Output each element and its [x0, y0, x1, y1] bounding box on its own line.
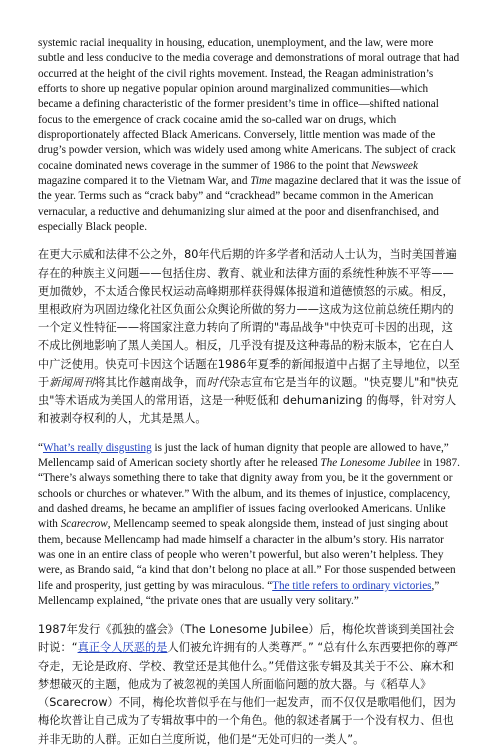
p1-mid: magazine compared it to the Vietnam War, and — [38, 175, 251, 188]
p1-text: systemic racial inequality in housing, education, unemployment, and the law, were more subtle and less conducive to the media coverage and demonstrations of moral outrage that had occurred at the height of the civil rights movement. Instead, the Reagan administration’s efforts to shore up negative popular opinion around marginalized communities—which became a defining characteristic of the former president’s time in office—shifted national focus to the emergence of crack cocaine amid the so-called war on drugs, which disproportionately affected Black Americans. Conversely, little mention was made of the drug’s powder version, which was widely used among white Americans. The subject of crack cocaine dominated news coverage in the summer of 1986 to the point that — [38, 37, 460, 172]
newsweek-title-zh: 新闻周刊 — [49, 375, 95, 389]
disgusting-link-zh[interactable]: 真正令人厌恶的是 — [77, 641, 168, 655]
ordinary-victories-link[interactable]: The title refers to ordinary victories — [272, 579, 432, 592]
p3-text2: in 1987. “There’s always something there to take that dignity away from you, be it the government or schools or churches or whatever.” With the album, and its themes of injustice, complacency, and dashed dreams, he became an amplifier of issues facing overlooked Americans. Unlike with — [38, 456, 460, 531]
p3-text4: ,” Mellencamp explained, “the private ones that are usually very solitary.” — [38, 579, 440, 607]
paragraph-chinese-2 — [38, 621, 462, 748]
p2-mid: 将其比作越南战争，而 — [94, 375, 207, 389]
p2-text: 在更大示威和法律不公之外，80年代后期的许多学者和活动人士认为，当时美国普遍存在的种族主义问题——包括住房、教育、就业和法律方面的系统性种族不平等——更加微妙，不太适合像民权运动高峰期那样获得媒体报道和道德愤怒的示威。相反，里根政府为巩固边缘化社区负面公众舆论所做的努力——这成为这位前总统任期内的一个定义性特征——将国家注意力转向了所谓的"毒品战争"中快克可卡因的出现，这不成比例地影响了黑人美国人。相反，几乎没有提及这种毒品的粉末版本，它在白人中广泛使用。快克可卡因这个话题在1986年夏季的新闻报道中占据了主导地位，以至于 — [38, 248, 460, 389]
p3-text1: is just the lack of human dignity that people are allowed to have,” Mellencamp said of American society shortly after he released — [38, 441, 449, 469]
newsweek-title: Newsweek — [371, 159, 418, 172]
p4-text2: 人们被允许拥有的人类尊严。” “总有什么东西要把你的尊严夺走，无论是政府、学校、教堂还是其他什么。”凭借这张专辑及其关于不公、麻木和梦想破灭的主题，他成为了被忽视的美国人所面临问题的放大器。与《稻草人》（Scarecrow）不同，梅伦坎普似乎在与他们一起发声，而不仅仅是歌唱他们，因为梅伦坎普让自己成为了专辑故事中的一个角色。他的叙述者属于一个没有权力、但也并非无助的人群。正如白兰度所说，他们是“无处可归的一类人”。 — [38, 641, 459, 746]
p3-text3: , Mellencamp seemed to speak alongside them, instead of just singing about them, because Mellencamp had made himself a character in the album’s story. His narrator was one in an entire class of people who weren’t powerful, but also weren’t helpless. They were, as Brando said, “a kind that don’t belong no place at all.” For those suspended between life and prosperity, just getting by was miraculous. “ — [38, 518, 456, 592]
p3-open-quote: “ — [38, 441, 43, 454]
time-title-zh: 时代 — [206, 375, 230, 389]
p2-end: 杂志宣布它是当年的议题。"快克婴儿"和"快克虫"等术语成为美国人的常用语，这是一种贬低和 dehumanizing 的侮辱，针对穷人和被剥夺权利的人，尤其是黑人。 — [38, 375, 459, 426]
time-title: Time — [250, 175, 272, 188]
lonesome-jubilee-title: The Lonesome Jubilee — [320, 456, 421, 469]
p4-text1: 1987年发行《孤独的盛会》（The Lonesome Jubilee）后，梅伦坎普谈到美国社会时说：“ — [38, 623, 455, 655]
whats-really-disgusting-link[interactable]: What’s really disgusting — [42, 441, 152, 454]
paragraph-english-2 — [38, 441, 462, 610]
paragraph-english-1 — [38, 36, 462, 235]
paragraph-chinese-1 — [38, 246, 462, 428]
scarecrow-title: Scarecrow — [60, 518, 108, 531]
p1-end: magazine declared that it was the issue of the year. Terms such as “crack baby” and “crackhead” became common in the American vernacular, a reductive and dehumanizing slur aimed at the poor and disenfranchised, and especially Black people. — [38, 175, 461, 234]
